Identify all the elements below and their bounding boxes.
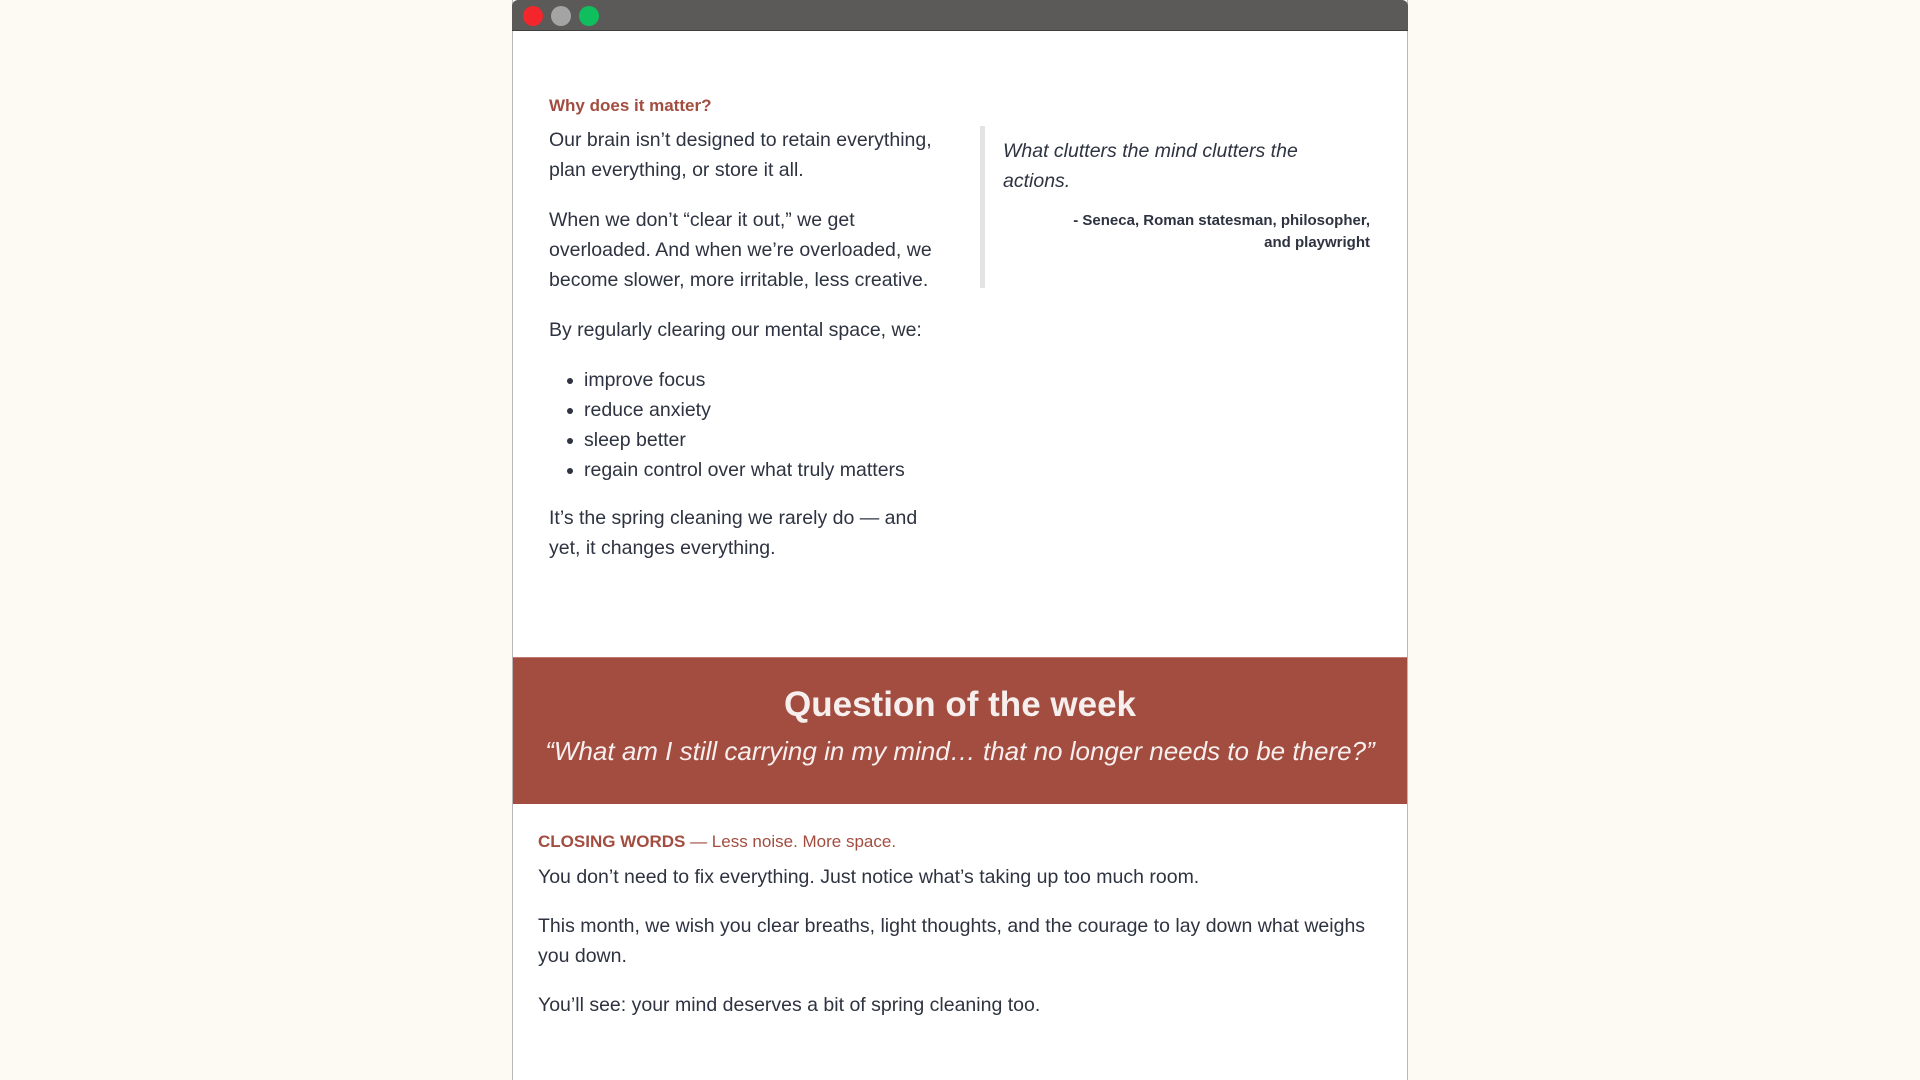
window-titlebar[interactable] <box>512 0 1408 31</box>
closing-heading <box>538 830 1388 854</box>
closing-label: CLOSING WORDS <box>538 832 686 851</box>
closing-separator: — <box>685 832 712 851</box>
list-item: reduce anxiety <box>567 395 949 425</box>
banner-title: Question of the week <box>784 685 1136 724</box>
why-column <box>549 95 949 583</box>
quote-text: What clutters the mind clutters the actions. <box>1003 140 1298 192</box>
why-it-matters-section <box>513 31 1407 657</box>
section-heading: Why does it matter? <box>549 96 712 115</box>
paragraph: This month, we wish you clear breaths, light thoughts, and the courage to lay down what weighs you down. <box>538 915 1366 967</box>
paragraph: You don’t need to fix everything. Just notice what’s taking up too much room. <box>538 866 1200 888</box>
paragraph: When we don’t “clear it out,” we get overloaded. And when we’re overloaded, we become slower, more irritable, less creative. <box>549 209 932 291</box>
closing-tagline: Less noise. More space. <box>711 832 897 851</box>
benefits-list <box>549 365 949 485</box>
list-item: regain control over what truly matters <box>567 455 949 485</box>
banner-question: “What am I still carrying in my mind… that no longer needs to be there?” <box>545 736 1375 766</box>
close-window-icon[interactable] <box>523 6 543 26</box>
pull-quote <box>980 126 1370 288</box>
quote-attribution: - Seneca, Roman statesman, philosopher, and playwright <box>1073 212 1370 251</box>
paragraph: You’ll see: your mind deserves a bit of spring cleaning too. <box>538 994 1041 1016</box>
list-item: improve focus <box>567 365 949 395</box>
closing-words-section <box>538 830 1388 1039</box>
browser-window <box>512 0 1408 1080</box>
paragraph: Our brain isn’t designed to retain everything, plan everything, or store it all. <box>549 129 932 181</box>
minimize-window-icon[interactable] <box>551 6 571 26</box>
question-of-the-week-banner <box>513 657 1407 804</box>
paragraph: It’s the spring cleaning we rarely do — and yet, it changes everything. <box>549 507 918 559</box>
paragraph: By regularly clearing our mental space, we: <box>549 319 922 341</box>
list-item: sleep better <box>567 425 949 455</box>
maximize-window-icon[interactable] <box>579 6 599 26</box>
